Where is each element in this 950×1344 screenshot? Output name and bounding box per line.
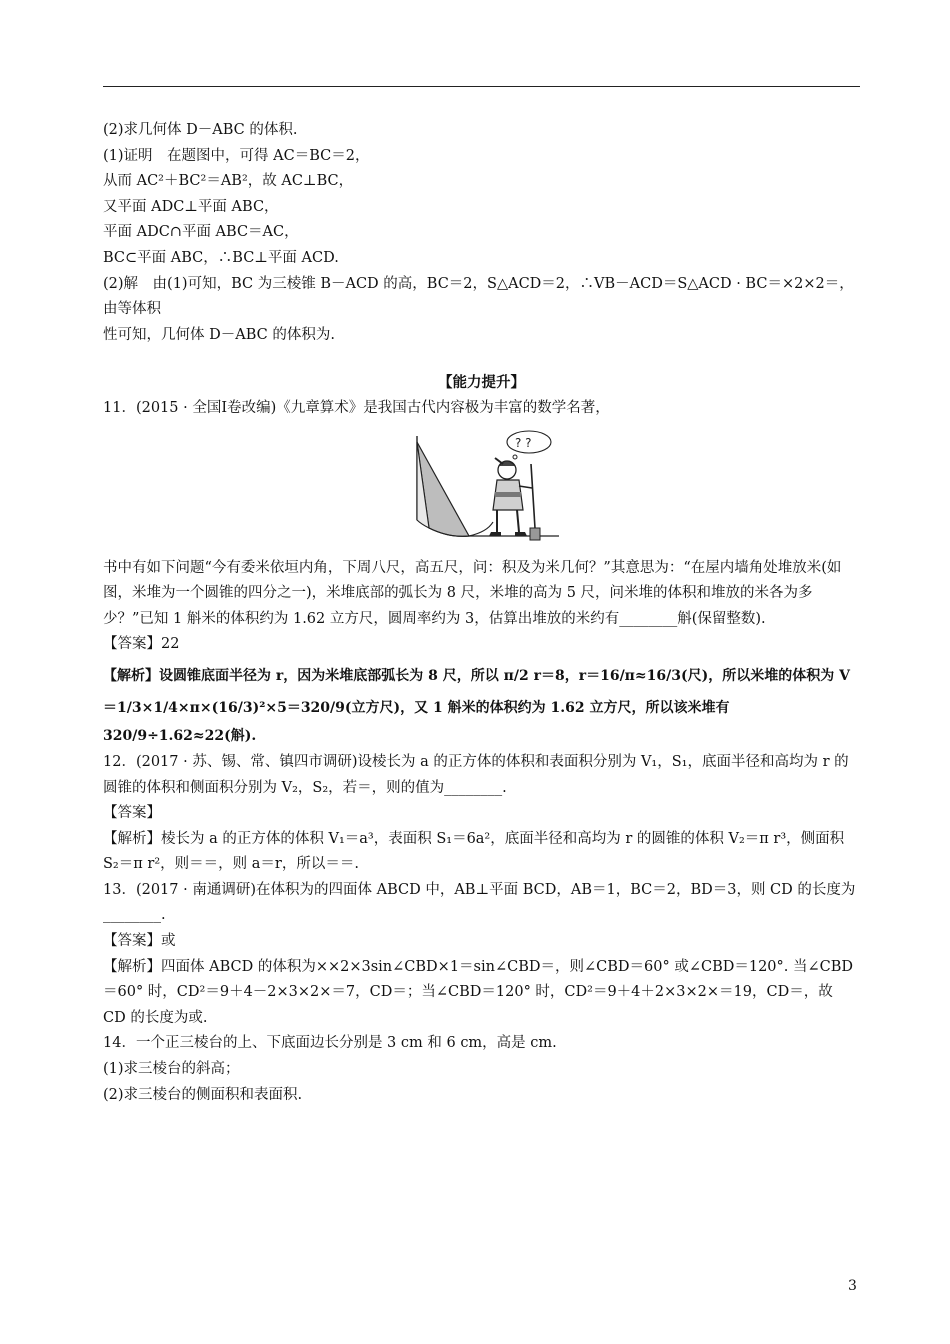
question-12-answer: 【答案】 [103, 805, 161, 822]
question-13-text: 13．(2017 · 南通调研)在体积为的四面体 ABCD 中，AB⊥平面 BCD，AB＝1，BC＝2，BD＝3，则 CD 的长度为________. [103, 881, 856, 924]
question-11-text: 书中有如下问题“今有委米依垣内角，下周八尺，高五尺，问：积及为米几何？”其意思为：“在屋内墙角处堆放米(如图，米堆为一个圆锥的四分之一)，米堆底部的弧长为 8 尺，米堆的高为 5 尺，问米堆的体积和堆放的米各为多少？”已知 1 斛米的体积约为 1.62 立方尺，圆周率约为 3，估算出堆放的米约有________斛(保留整数). [103, 559, 842, 627]
question-11-solution: ＝1/3×1/4×π×(16/3)²×5＝320/9(立方尺)，又 1 斛米的体积约为 1.62 立方尺，所以该米堆有 320/9÷1.62≈22(斛). [103, 699, 730, 744]
question-11-answer: 【答案】22 [103, 636, 180, 653]
svg-text:? ?: ? ? [515, 435, 532, 450]
header-rule [103, 86, 860, 87]
text-line: 平面 ADC∩平面 ABC＝AC， [103, 224, 299, 241]
question-13-analysis: 【解析】四面体 ABCD 的体积为××2×3sin∠CBD×1＝sin∠CBD＝，则∠CBD＝60° 或∠CBD＝120°. 当∠CBD＝60° 时，CD²＝9＋4－2×3×2×＝7，CD＝；当∠CBD＝120° 时，CD²＝9＋4＋2×3×2×＝19，CD＝，故 CD 的长度为或. [103, 958, 854, 1026]
text-line: 又平面 ADC⊥平面 ABC， [103, 198, 279, 215]
question-14-text: 14．一个正三棱台的上、下底面边长分别是 3 cm 和 6 cm，高是 cm. [103, 1035, 557, 1052]
text-line: BC⊂平面 ABC，∴BC⊥平面 ACD. [103, 249, 339, 266]
question-12-analysis: 【解析】棱长为 a 的正方体的体积 V₁＝a³，表面积 S₁＝6a²，底面半径和高均为 r 的圆锥的体积 V₂＝π r³，侧面积 S₂＝π r²，则＝＝，则 a＝r，所以＝＝. [103, 830, 845, 873]
document-body [103, 118, 860, 1108]
question-13-answer: 【答案】或 [103, 933, 176, 950]
question-12-text: 12．(2017 · 苏、锡、常、镇四市调研)设棱长为 a 的正方体的体积和表面积分别为 V₁，S₁，底面半径和高均为 r 的圆锥的体积和侧面积分别为 V₂，S₂，若＝，则的值为________. [103, 753, 849, 796]
cone-rice-pile-illustration [409, 428, 559, 556]
text-line: (1)证明 在题图中，可得 AC＝BC＝2， [103, 147, 370, 164]
text-line: (2)解 由(1)可知，BC 为三棱锥 B－ACD 的高，BC＝2，S△ACD＝2，∴VB－ACD＝S△ACD · BC＝×2×2＝，由等体积 [103, 275, 854, 318]
question-14-part-2: (2)求三棱台的侧面积和表面积. [103, 1086, 303, 1103]
question-11-solution: 【解析】设圆锥底面半径为 r，因为米堆底部弧长为 8 尺，所以 π/2 r＝8，r＝16/π≈16/3(尺)，所以米堆的体积为 V [103, 667, 850, 684]
text-line: (2)求几何体 D－ABC 的体积. [103, 122, 298, 138]
question-11-intro: 11．(2015 · 全国Ⅰ卷改编)《九章算术》是我国古代内容极为丰富的数学名著， [103, 399, 610, 416]
page-number: 3 [848, 1278, 857, 1294]
question-14-part-1: (1)求三棱台的斜高； [103, 1061, 240, 1078]
text-line: 性可知，几何体 D－ABC 的体积为. [103, 326, 335, 343]
section-heading: 【能力提升】 [438, 374, 525, 392]
text-line: 从而 AC²＋BC²＝AB²，故 AC⊥BC， [103, 173, 354, 190]
